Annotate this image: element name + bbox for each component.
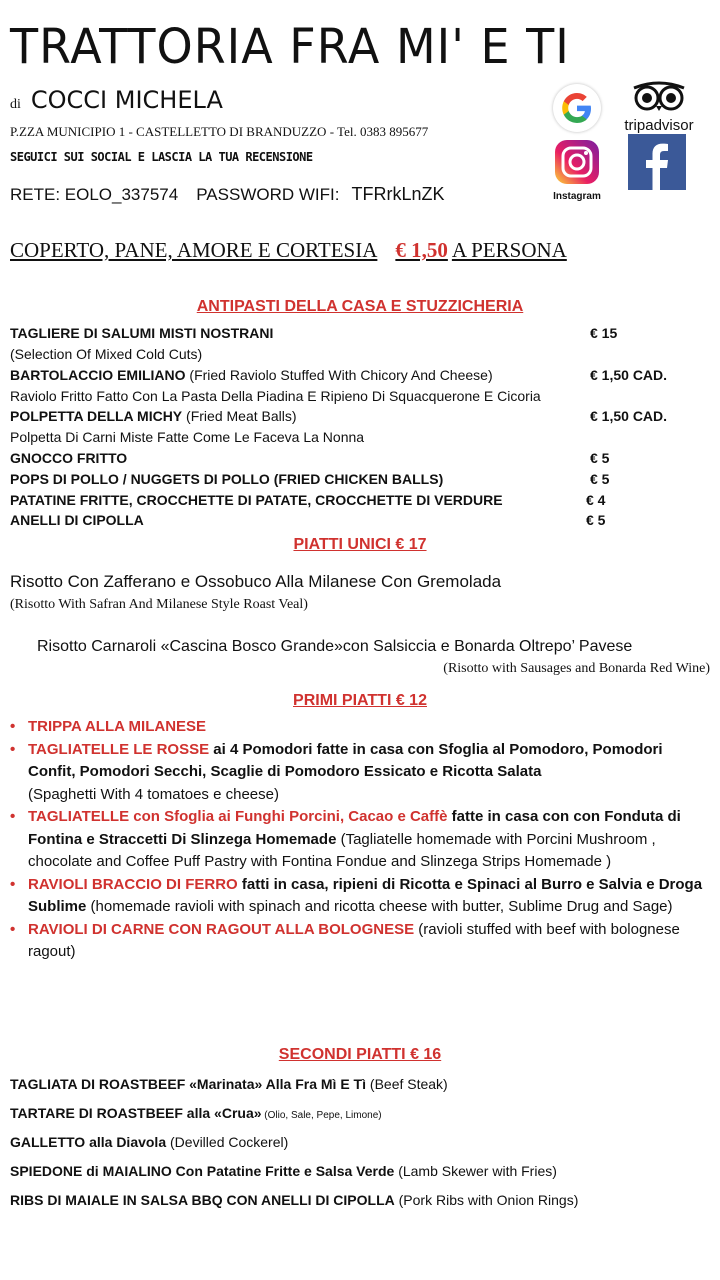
primi-item-3	[10, 874, 710, 919]
item-name: GNOCCO FRITTO	[10, 450, 128, 466]
secondi-item-1	[10, 1105, 382, 1121]
antipasti-item-0	[10, 325, 273, 341]
item-name: POPS DI POLLO / NUGGETS DI POLLO (FRIED CHICKEN BALLS)	[10, 471, 444, 487]
antipasti-price-6: € 5	[586, 512, 606, 528]
primi-item-1	[10, 739, 710, 807]
item-name: ANELLI DI CIPOLLA	[10, 512, 144, 528]
coperto-text: COPERTO, PANE, AMORE E CORTESIA	[10, 238, 378, 262]
item-desc: (Pork Ribs with Onion Rings)	[394, 1192, 579, 1208]
item-desc: (Beef Steak)	[366, 1076, 448, 1092]
antipasti-price-2: € 1,50 CAD.	[590, 408, 668, 424]
antipasti-price-3: € 5	[590, 450, 610, 466]
primi-item-translation: (Spaghetti With 4 tomatoes e cheese)	[28, 785, 279, 803]
instagram-icon[interactable]	[553, 138, 601, 202]
primi-item-title: RAVIOLI DI CARNE CON RAGOUT ALLA BOLOGNESE	[28, 920, 415, 938]
antipasti-price-0: € 15	[590, 325, 618, 341]
secondi-item-0	[10, 1076, 448, 1092]
primi-item-title: TAGLIATELLE LE ROSSE	[28, 740, 210, 758]
item-desc: (Devilled Cockerel)	[166, 1134, 289, 1150]
antipasti-item-4	[10, 471, 443, 487]
antipasti-sub-0: (Selection Of Mixed Cold Cuts)	[10, 346, 203, 362]
primi-item-4	[10, 919, 710, 964]
wifi-password: TFRrkLnZK	[351, 184, 445, 204]
primi-item-translation: (homemade ravioli with spinach and ricotta cheese with butter, Sublime Drug and Sage)	[86, 898, 673, 915]
tripadvisor-label: tripadvisor	[624, 117, 694, 134]
item-name: RIBS DI MAIALE IN SALSA BBQ CON ANELLI DI CIPOLLA	[10, 1192, 395, 1208]
item-desc: (Fried Raviolo Stuffed With Chicory And Cheese)	[185, 367, 493, 383]
antipasti-item-5	[10, 492, 503, 508]
coperto-suffix: A PERSONA	[451, 238, 567, 262]
wifi-network: RETE: EOLO_337574	[10, 185, 179, 204]
secondi-item-4	[10, 1192, 578, 1208]
item-note: (Olio, Sale, Pepe, Limone)	[261, 1110, 382, 1121]
restaurant-title: TRATTORIA FRA MI' E TI	[10, 18, 570, 75]
antipasti-item-6	[10, 512, 144, 528]
antipasti-item-2	[10, 408, 297, 424]
antipasti-price-1: € 1,50 CAD.	[590, 367, 668, 383]
antipasti-item-1	[10, 367, 493, 383]
primi-list	[10, 716, 710, 964]
antipasti-price-4: € 5	[590, 471, 610, 487]
antipasti-sub-2: Polpetta Di Carni Miste Fatte Come Le Faceva La Nonna	[10, 429, 365, 445]
tripadvisor-icon[interactable]	[614, 80, 704, 134]
piatti-unici-item-1: Risotto Carnaroli «Cascina Bosco Grande»con Salsiccia e Bonarda Oltrepo’ Pavese	[37, 638, 633, 655]
primi-item-title: TAGLIATELLE con Sfoglia ai Funghi Porcini, Cacao e Caffè	[28, 808, 448, 825]
item-name: POLPETTA DELLA MICHY	[10, 408, 183, 424]
primi-item-title: RAVIOLI BRACCIO DI FERRO	[28, 875, 238, 893]
item-name: GALLETTO alla Diavola	[10, 1134, 167, 1150]
primi-item-desc: ai 4 Pomodori fatte in casa con Sfoglia al Pomodoro, Pomodori Confit, Pomodori Secchi, Scaglie di Pomodoro Essicato e Ricotta Salata	[28, 740, 663, 780]
item-name: TAGLIATA DI ROASTBEEF «Marinata» Alla Fra Mì E Tì	[10, 1076, 367, 1092]
item-desc: (Fried Meat Balls)	[182, 408, 297, 424]
wifi-password-label: PASSWORD WIFI:	[196, 185, 340, 204]
owner-name: COCCI MICHELA	[30, 86, 223, 114]
piatti-unici-sub-1: (Risotto with Sausages and Bonarda Red Wine)	[443, 661, 710, 676]
owner-prefix: di	[10, 97, 21, 112]
item-name: PATATINE FRITTE, CROCCHETTE DI PATATE, CROCCHETTE DI VERDURE	[10, 492, 503, 508]
piatti-unici-sub-0: (Risotto With Safran And Milanese Style Roast Veal)	[10, 597, 308, 612]
piatti-unici-heading: PIATTI UNICI € 17	[293, 536, 427, 553]
address: P.ZZA MUNICIPIO 1 - CASTELLETTO DI BRANDUZZO - Tel. 0383 895677	[10, 124, 429, 139]
primi-item-title: TRIPPA ALLA MILANESE	[28, 718, 207, 735]
secondi-item-3	[10, 1163, 557, 1179]
antipasti-sub-1: Raviolo Fritto Fatto Con La Pasta Della Piadina E Ripieno Di Squacquerone E Cicoria	[10, 388, 541, 404]
item-desc: (Lamb Skewer with Fries)	[394, 1163, 557, 1179]
instagram-label: Instagram	[553, 191, 601, 202]
piatti-unici-item-0: Risotto Con Zafferano e Ossobuco Alla Milanese Con Gremolada	[10, 572, 502, 591]
primi-item-translation: (ravioli stuffed with beef with bolognese ragout)	[28, 920, 680, 960]
item-name: TARTARE DI ROASTBEEF alla «Crua»	[10, 1105, 262, 1121]
coperto-price: € 1,50	[395, 238, 448, 262]
social-cta: SEGUICI SUI SOCIAL E LASCIA LA TUA RECENSIONE	[10, 150, 313, 164]
item-name: BARTOLACCIO EMILIANO	[10, 367, 186, 383]
primi-heading: PRIMI PIATTI € 12	[293, 692, 427, 709]
facebook-icon[interactable]	[628, 134, 686, 190]
antipasti-heading: ANTIPASTI DELLA CASA E STUZZICHERIA	[196, 298, 524, 315]
primi-item-0	[10, 716, 710, 739]
item-name: TAGLIERE DI SALUMI MISTI NOSTRANI	[10, 325, 274, 341]
antipasti-item-3	[10, 450, 127, 466]
primi-item-desc: fatti in casa, ripieni di Ricotta e Spinaci al Burro e Salvia e Droga Sublime	[28, 875, 703, 915]
primi-item-translation: (Tagliatelle homemade with Porcini Mushroom , chocolate and Coffee Puff Pastry with Fontina Fondue and Slinzega Strips Homemade )	[28, 830, 656, 870]
primi-item-2	[10, 806, 710, 874]
secondi-heading: SECONDI PIATTI € 16	[278, 1046, 442, 1063]
item-name: SPIEDONE di MAIALINO Con Patatine Fritte e Salsa Verde	[10, 1163, 395, 1179]
antipasti-price-5: € 4	[586, 492, 606, 508]
google-icon[interactable]	[553, 84, 601, 132]
primi-item-desc: fatte in casa con con Fonduta di Fontina e Straccetti Di Slinzega Homemade	[28, 808, 681, 848]
coperto-line	[10, 238, 567, 263]
wifi-info	[10, 184, 444, 205]
secondi-item-2	[10, 1134, 288, 1150]
owner-line	[10, 86, 223, 115]
